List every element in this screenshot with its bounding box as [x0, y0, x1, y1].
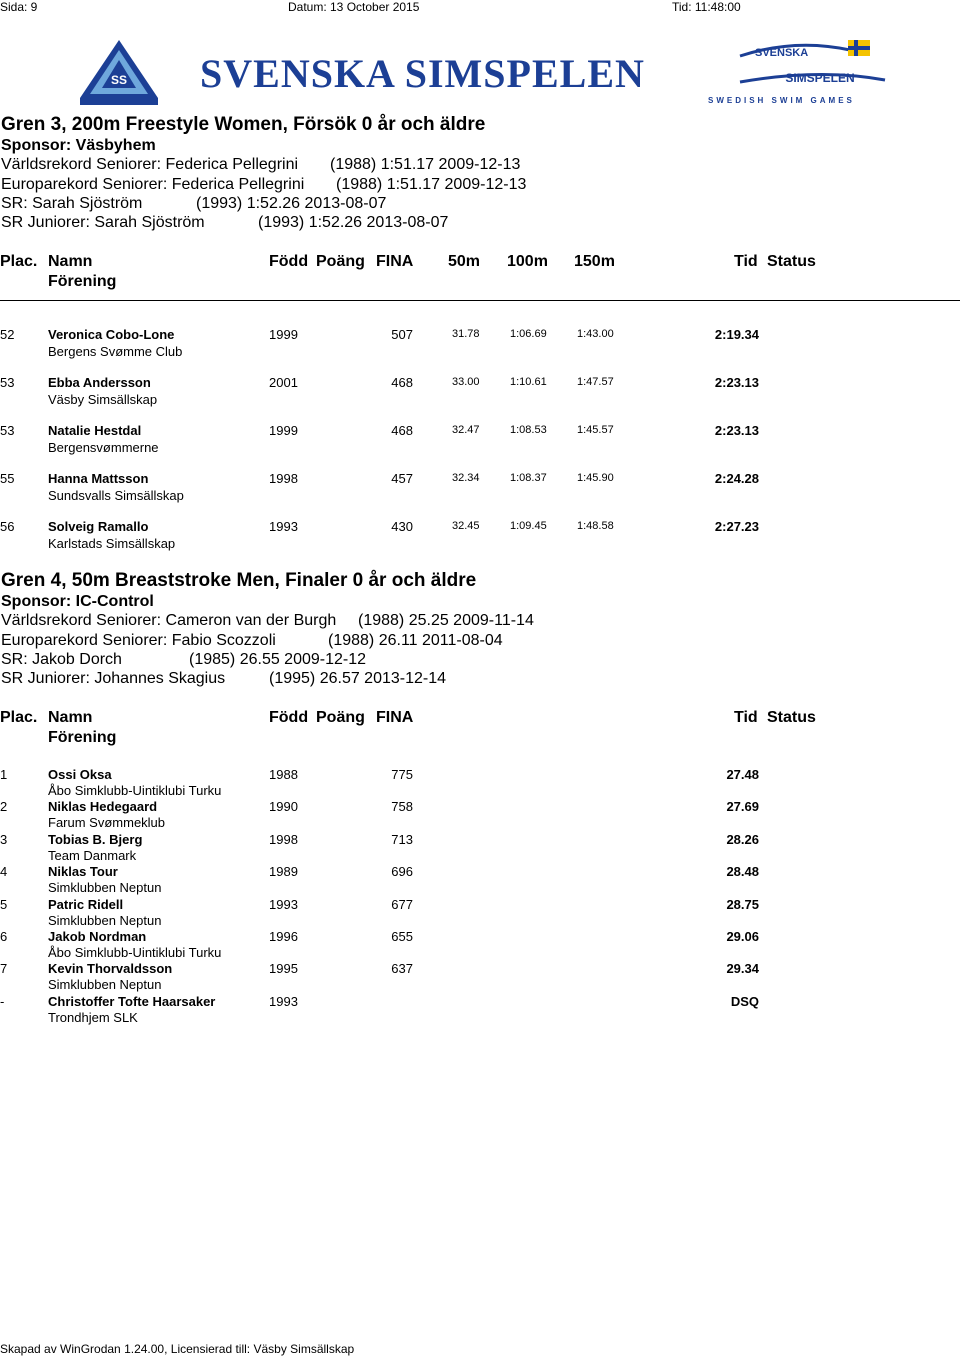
swimmer-name: Patric Ridell: [48, 896, 124, 912]
final-time: 2:23.13: [714, 375, 759, 390]
col-fodd: Född: [269, 253, 309, 270]
event2-record-world-value: (1988) 25.25 2009-11-14: [358, 612, 534, 629]
svg-text:SVENSKA: SVENSKA: [755, 47, 809, 59]
final-time: 2:19.34: [714, 327, 759, 342]
split-150m: 1:45.57: [577, 424, 614, 436]
split-50m: 32.47: [452, 424, 480, 436]
swimmer-name: Christoffer Tofte Haarsaker: [48, 993, 216, 1009]
col-forening: Förening: [48, 729, 117, 746]
col-fodd: Född: [269, 709, 309, 726]
event1-title: Gren 3, 200m Freestyle Women, Försök 0 år och äldre: [1, 114, 486, 135]
swimmer-name: Jakob Nordman: [48, 929, 147, 944]
result-place: 52: [0, 327, 15, 342]
split-50m: 33.00: [452, 376, 480, 388]
print-time: Tid: 11:48:00: [672, 0, 741, 14]
fina-points: 637: [391, 961, 413, 977]
col-poang: Poäng: [316, 709, 365, 726]
club-name: Simklubben Neptun: [48, 880, 162, 896]
club-name: Trondhjem SLK: [48, 1009, 138, 1025]
svenska-simspelen-wordmark: SVENSKA SIMSPELEN: [200, 51, 645, 96]
split-100m: 1:08.37: [510, 472, 547, 484]
event1-record-srjun-value: (1993) 1:52.26 2013-08-07: [258, 214, 449, 231]
final-time: 28.26: [726, 831, 759, 847]
split-50m: 32.45: [452, 520, 480, 532]
birth-year: 2001: [269, 375, 298, 390]
col-tid: Tid: [734, 253, 758, 270]
club-name: Team Danmark: [48, 847, 137, 863]
page-number: Sida: 9: [0, 0, 38, 14]
event2-record-sr-label: SR: Jakob Dorch: [1, 651, 122, 668]
birth-year: 1998: [269, 471, 298, 486]
club-name: Karlstads Simsällskap: [48, 536, 176, 551]
club-name: Simklubben Neptun: [48, 977, 162, 993]
fina-points: 430: [391, 519, 413, 534]
fina-points: 468: [391, 423, 413, 438]
event1-record-world-label: Världsrekord Seniorer: Federica Pellegrini: [1, 156, 299, 173]
split-150m: 1:47.57: [577, 376, 614, 388]
result-place: 7: [0, 961, 8, 977]
result-place: 2: [0, 799, 8, 815]
event1-sponsor: Sponsor: Väsbyhem: [1, 137, 156, 154]
final-time: 2:24.28: [714, 471, 759, 486]
final-time: 2:27.23: [714, 519, 759, 534]
split-100m: 1:09.45: [510, 520, 547, 532]
result-place: 53: [0, 423, 15, 438]
birth-year: 1998: [269, 831, 298, 847]
fina-points: 677: [391, 896, 413, 912]
club-name: Åbo Simklubb-Uintiklubi Turku: [48, 945, 222, 960]
swimmer-name: Niklas Hedegaard: [48, 799, 158, 815]
birth-year: 1988: [269, 767, 298, 782]
swimmer-name: Tobias B. Bjerg: [48, 831, 143, 847]
col-poang: Poäng: [316, 253, 365, 270]
result-place: 4: [0, 864, 8, 880]
event1-record-world-value: (1988) 1:51.17 2009-12-13: [330, 156, 521, 173]
birth-year: 1993: [269, 519, 298, 534]
event1-record-srjun-label: SR Juniorer: Sarah Sjöström: [1, 214, 205, 231]
club-name: Bergensvømmerne: [48, 440, 159, 455]
birth-year: 1995: [269, 961, 298, 977]
vasby-logo: [78, 38, 160, 106]
col-fina: FINA: [376, 253, 414, 270]
final-time: 29.06: [726, 929, 759, 944]
fina-points: 507: [391, 327, 413, 342]
result-place: 53: [0, 375, 15, 390]
event2-record-srjun-value: (1995) 26.57 2013-12-14: [269, 670, 447, 687]
birth-year: 1999: [269, 423, 298, 438]
split-150m: 1:48.58: [577, 520, 614, 532]
result-place: 1: [0, 767, 8, 782]
event1-record-sr-label: SR: Sarah Sjöström: [1, 195, 143, 212]
event1-record-sr-value: (1993) 1:52.26 2013-08-07: [196, 195, 387, 212]
club-name: Åbo Simklubb-Uintiklubi Turku: [48, 783, 222, 798]
split-50m: 31.78: [452, 328, 480, 340]
result-place: 5: [0, 896, 8, 912]
col-150m: 150m: [574, 253, 615, 270]
split-150m: 1:45.90: [577, 472, 614, 484]
col-status: Status: [767, 709, 816, 726]
event2-record-sr-value: (1985) 26.55 2009-12-12: [189, 651, 367, 668]
svg-text:SS: SS: [110, 73, 128, 87]
svg-text:SWEDISH SWIM GAMES: SWEDISH SWIM GAMES: [708, 96, 855, 105]
final-time: 27.48: [726, 767, 759, 782]
footer-credit: Skapad av WinGrodan 1.24.00, Licensierad till: Väsby Simsällskap: [0, 1342, 355, 1356]
svg-text:SIMSPELEN: SIMSPELEN: [785, 71, 855, 85]
col-100m: 100m: [507, 253, 548, 270]
final-time: 29.34: [726, 961, 759, 977]
fina-points: 696: [391, 864, 413, 880]
col-plac: Plac.: [0, 709, 38, 726]
swimmer-name: Veronica Cobo-Lone: [48, 327, 175, 342]
header-separator: [0, 300, 960, 301]
result-place: 6: [0, 929, 8, 944]
birth-year: 1989: [269, 864, 298, 880]
swimmer-name: Ossi Oksa: [48, 767, 112, 782]
event1-record-europe-value: (1988) 1:51.17 2009-12-13: [336, 176, 527, 193]
event2-record-world-label: Världsrekord Seniorer: Cameron van der Burgh: [1, 612, 337, 629]
event2-sponsor: Sponsor: IC-Control: [1, 593, 154, 610]
final-time: 28.75: [726, 896, 759, 912]
event2-record-europe-label: Europarekord Seniorer: Fabio Scozzoli: [1, 632, 276, 649]
col-namn: Namn: [48, 253, 93, 270]
birth-year: 1996: [269, 929, 298, 944]
final-time: DSQ: [730, 993, 759, 1009]
split-150m: 1:43.00: [577, 328, 614, 340]
result-place: 55: [0, 471, 15, 486]
swimmer-name: Kevin Thorvaldsson: [48, 961, 173, 977]
result-place: 56: [0, 519, 15, 534]
col-status: Status: [767, 253, 816, 270]
club-name: Väsby Simsällskap: [48, 392, 158, 407]
club-name: Sundsvalls Simsällskap: [48, 488, 184, 503]
club-name: Bergens Svømme Club: [48, 344, 183, 359]
split-50m: 32.34: [452, 472, 480, 484]
col-namn: Namn: [48, 709, 93, 726]
result-place: 3: [0, 831, 8, 847]
event2-title: Gren 4, 50m Breaststroke Men, Finaler 0 år och äldre: [1, 570, 477, 591]
event2-record-europe-value: (1988) 26.11 2011-08-04: [328, 632, 503, 649]
split-100m: 1:06.69: [510, 328, 547, 340]
split-100m: 1:10.61: [510, 376, 547, 388]
fina-points: 713: [391, 831, 413, 847]
col-forening: Förening: [48, 273, 117, 290]
col-tid: Tid: [734, 709, 758, 726]
club-name: Simklubben Neptun: [48, 912, 162, 928]
event2-record-srjun-label: SR Juniorer: Johannes Skagius: [1, 670, 226, 687]
swimmer-name: Ebba Andersson: [48, 375, 151, 390]
result-place: -: [0, 993, 5, 1009]
final-time: 2:23.13: [714, 423, 759, 438]
birth-year: 1990: [269, 799, 298, 815]
col-plac: Plac.: [0, 253, 38, 270]
birth-year: 1999: [269, 327, 298, 342]
event1-record-europe-label: Europarekord Seniorer: Federica Pellegrini: [1, 176, 305, 193]
fina-points: 655: [391, 929, 413, 944]
final-time: 28.48: [726, 864, 759, 880]
swimmer-name: Solveig Ramallo: [48, 519, 149, 534]
birth-year: 1993: [269, 896, 298, 912]
swimmer-name: Hanna Mattsson: [48, 471, 149, 486]
col-fina: FINA: [376, 709, 414, 726]
birth-year: 1993: [269, 993, 298, 1009]
fina-points: 457: [391, 471, 413, 486]
swedish-swim-games-logo: [700, 38, 890, 108]
swimmer-name: Natalie Hestdal: [48, 423, 142, 438]
fina-points: 468: [391, 375, 413, 390]
split-100m: 1:08.53: [510, 424, 547, 436]
fina-points: 758: [391, 799, 413, 815]
col-50m: 50m: [448, 253, 481, 270]
club-name: Farum Svømmeklub: [48, 815, 166, 831]
print-date: Datum: 13 October 2015: [288, 0, 420, 14]
final-time: 27.69: [726, 799, 759, 815]
fina-points: 775: [391, 767, 413, 782]
swimmer-name: Niklas Tour: [48, 864, 118, 880]
